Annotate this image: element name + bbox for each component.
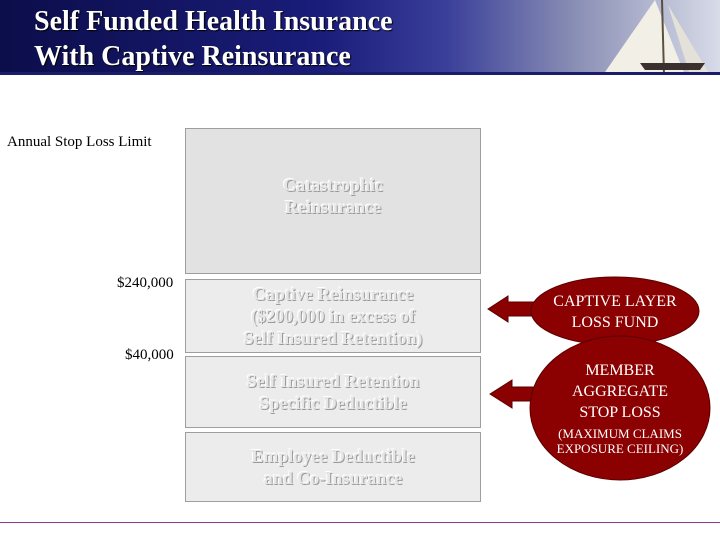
member-aggregate-callout: MEMBER AGGREGATE STOP LOSS	[572, 362, 668, 421]
amount-40000-label: $40,000	[125, 347, 174, 363]
self-insured-retention-label: Self Insured Retention Specific Deductible	[246, 371, 420, 413]
catastrophic-reinsurance-label: Catastrophic Reinsurance	[283, 175, 383, 217]
member-aggregate-note: (MAXIMUM CLAIMS EXPOSURE CEILING)	[556, 426, 684, 456]
captive-layer-callout: CAPTIVE LAYER LOSS FUND	[553, 293, 677, 331]
page-title: Self Funded Health Insurance With Captive Reinsurance	[34, 6, 393, 72]
amount-240000-label: $240,000	[117, 275, 174, 291]
captive-reinsurance-label: Captive Reinsurance ($200,000 in excess of Self Insured Retention)	[243, 284, 423, 348]
footer-divider	[0, 522, 720, 523]
employee-deductible-label: Employee Deductible and Co-Insurance	[251, 446, 415, 488]
annual-stop-loss-label: Annual Stop Loss Limit	[7, 134, 152, 150]
